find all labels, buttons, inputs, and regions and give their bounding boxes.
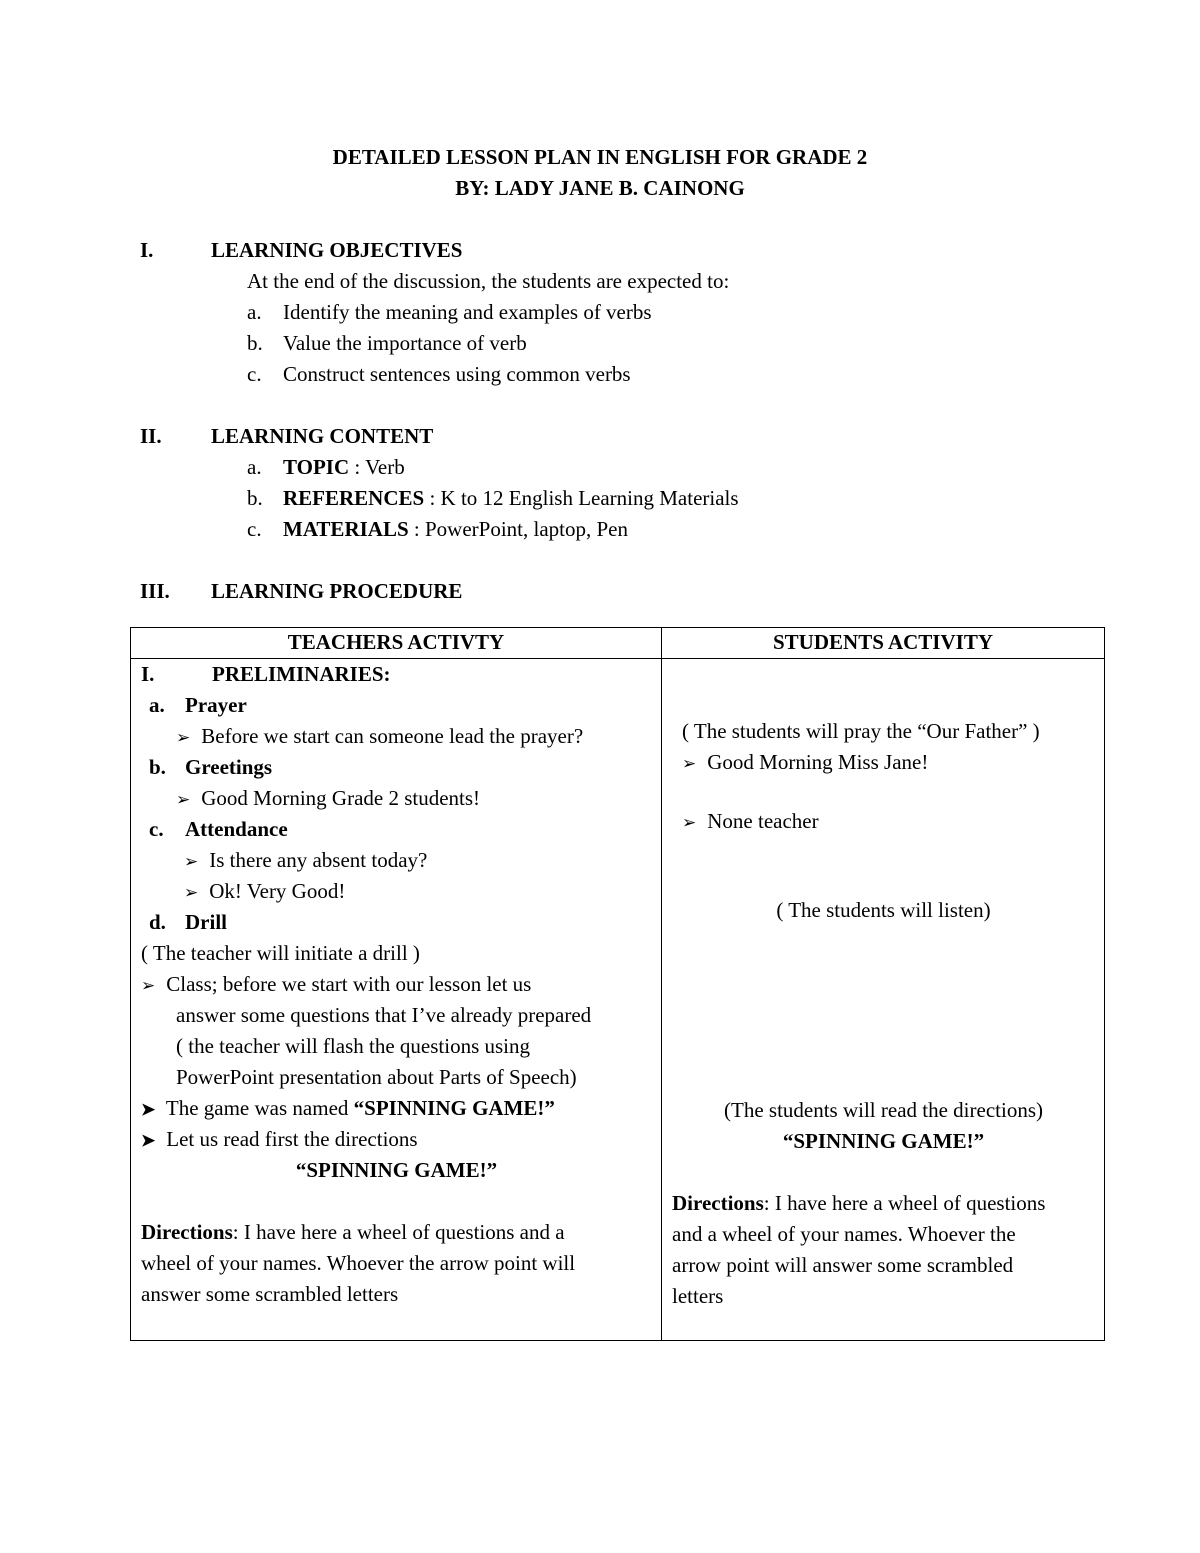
arrowhead-bullet-icon: ➢ (176, 790, 191, 809)
section-numeral: I. (140, 238, 154, 262)
section-heading-content: LEARNING CONTENT (211, 424, 434, 448)
step-letter: c. (149, 817, 164, 841)
section-heading-procedure: LEARNING PROCEDURE (211, 579, 463, 603)
list-text: Class; before we start with our lesson let us (166, 972, 532, 996)
content-label: MATERIALS (283, 517, 409, 541)
list-item (184, 845, 427, 877)
list-item (176, 783, 480, 815)
list-item (247, 328, 527, 359)
list-text: The game was named (165, 1096, 354, 1120)
list-item (247, 483, 739, 514)
arrowhead-bullet-icon: ➢ (176, 728, 191, 747)
drill-line: PowerPoint presentation about Parts of Speech) (176, 1065, 577, 1089)
teacher-activity-cell (131, 659, 662, 1341)
list-text: Good Morning Grade 2 students! (201, 786, 481, 810)
list-item (247, 297, 652, 328)
content-value: : Verb (349, 455, 405, 479)
arrowhead-bullet-icon: ➤ (141, 1131, 156, 1150)
list-text: Identify the meaning and examples of verbs (283, 300, 652, 324)
column-header-teacher: TEACHERS ACTIVTY (131, 628, 662, 659)
game-title: “SPINNING GAME!” (782, 1129, 985, 1153)
directions-text: : I have here a wheel of questions and a (232, 1220, 565, 1244)
drill-line: answer some questions that I’ve already prepared (176, 1003, 592, 1027)
students-activity-cell (662, 659, 1105, 1341)
list-letter: b. (247, 486, 263, 510)
list-item (247, 359, 631, 390)
list-letter: a. (247, 455, 262, 479)
directions-line: answer some scrambled letters (141, 1282, 399, 1306)
list-text: Is there any absent today? (209, 848, 428, 872)
students-pray: ( The students will pray the “Our Father” ) (682, 719, 1040, 743)
arrowhead-bullet-icon: ➢ (141, 976, 156, 995)
procedure-table (130, 627, 1105, 1341)
list-item (247, 452, 405, 483)
directions-label: Directions (672, 1191, 764, 1215)
directions-line (141, 1217, 565, 1248)
list-text: Ok! Very Good! (209, 879, 346, 903)
game-title: “SPINNING GAME!” (295, 1158, 498, 1182)
content-value: : K to 12 English Learning Materials (424, 486, 739, 510)
directions-label: Directions (141, 1220, 233, 1244)
directions-line (672, 1188, 1045, 1219)
content-label: REFERENCES (283, 486, 425, 510)
step-letter: d. (149, 910, 166, 934)
objectives-intro: At the end of the discussion, the students are expected to: (247, 269, 730, 293)
prelim-heading: PRELIMINARIES: (212, 662, 391, 686)
game-name: “SPINNING GAME!” (353, 1096, 555, 1120)
drill-note: ( The teacher will initiate a drill ) (141, 941, 420, 965)
list-letter: c. (247, 362, 262, 386)
list-text: Good Morning Miss Jane! (707, 750, 929, 774)
content-value: : PowerPoint, laptop, Pen (408, 517, 628, 541)
arrowhead-bullet-icon: ➢ (184, 852, 199, 871)
drill-line: ( the teacher will flash the questions using (176, 1034, 530, 1058)
list-text: None teacher (707, 809, 819, 833)
list-text: Let us read first the directions (166, 1127, 418, 1151)
directions-line: arrow point will answer some scrambled (672, 1253, 1014, 1277)
list-item (184, 876, 345, 908)
document-title: DETAILED LESSON PLAN IN ENGLISH FOR GRADE 2 (332, 145, 868, 169)
arrowhead-bullet-icon: ➢ (682, 813, 697, 832)
section-heading-objectives: LEARNING OBJECTIVES (211, 238, 463, 262)
section-numeral: III. (140, 579, 170, 603)
content-label: TOPIC (283, 455, 350, 479)
list-item (682, 747, 928, 779)
step-heading-prayer: Prayer (185, 693, 247, 717)
step-heading-attendance: Attendance (185, 817, 288, 841)
directions-line: letters (672, 1284, 724, 1308)
list-item (682, 806, 819, 838)
directions-line: and a wheel of your names. Whoever the (672, 1222, 1016, 1246)
directions-text: : I have here a wheel of questions (763, 1191, 1046, 1215)
column-header-students: STUDENTS ACTIVITY (662, 628, 1105, 659)
list-item (141, 969, 531, 1001)
step-heading-greetings: Greetings (185, 755, 273, 779)
prelim-numeral: I. (141, 662, 155, 686)
arrowhead-bullet-icon: ➢ (184, 883, 199, 902)
step-heading-drill: Drill (185, 910, 227, 934)
step-letter: b. (149, 755, 166, 779)
list-text: Before we start can someone lead the prayer? (201, 724, 584, 748)
list-item (247, 514, 628, 545)
step-letter: a. (149, 693, 165, 717)
document-author: BY: LADY JANE B. CAINONG (455, 176, 745, 200)
list-letter: b. (247, 331, 263, 355)
students-read: (The students will read the directions) (724, 1098, 1043, 1122)
list-item (141, 1124, 418, 1156)
list-text: Construct sentences using common verbs (283, 362, 631, 386)
section-numeral: II. (140, 424, 162, 448)
list-item (141, 1093, 555, 1125)
list-text: Value the importance of verb (283, 331, 527, 355)
students-listen: ( The students will listen) (776, 898, 991, 922)
directions-line: wheel of your names. Whoever the arrow point will (141, 1251, 576, 1275)
list-letter: a. (247, 300, 262, 324)
arrowhead-bullet-icon: ➤ (141, 1100, 156, 1119)
arrowhead-bullet-icon: ➢ (682, 754, 697, 773)
list-item (176, 721, 583, 753)
list-letter: c. (247, 517, 262, 541)
